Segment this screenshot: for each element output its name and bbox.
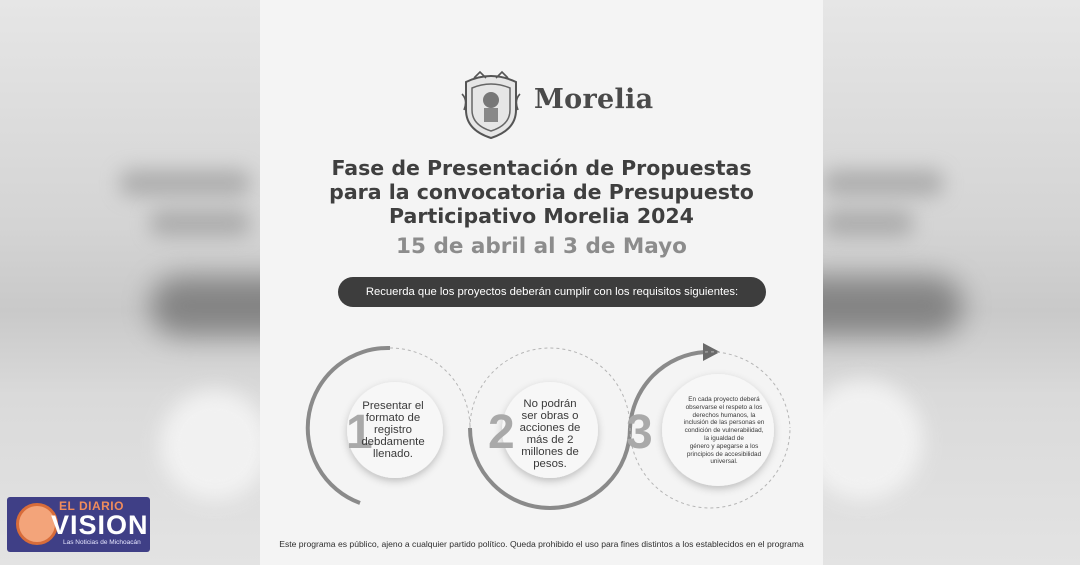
requirements-banner: Recuerda que los proyectos deberán cumplir con los requisitos siguientes:	[338, 277, 766, 307]
legal-footer: Este programa es público, ajeno a cualquier partido político. Queda prohibido el uso para fines distintos a los establecidos en el programa	[279, 539, 804, 549]
step-line: universal.	[710, 458, 738, 466]
blurred-title-shape	[150, 210, 250, 236]
step-line: En cada proyecto deberá	[688, 396, 760, 403]
watermark-main-text: VISION	[51, 510, 149, 540]
step-3-text	[660, 396, 788, 466]
date-range: 15 de abril al 3 de Mayo	[396, 234, 687, 259]
step-line: observarse el respeto a los	[685, 403, 763, 411]
morelia-logo	[460, 70, 654, 140]
requirements-diagram	[300, 338, 800, 518]
step-line: llenado.	[373, 448, 413, 460]
title-line: para la convocatoria de Presupuesto	[329, 180, 754, 204]
blurred-banner-shape	[823, 276, 963, 336]
step-line: registro	[374, 424, 412, 436]
blurred-backdrop-left	[0, 0, 260, 565]
step-line: formato de	[365, 412, 421, 424]
blurred-title-shape	[823, 170, 943, 196]
step-line: la igualdad de	[704, 434, 744, 442]
step-line: acciones de	[519, 422, 581, 434]
blurred-circle-shape	[160, 390, 260, 500]
step-line: debdamente	[361, 436, 425, 448]
title-line: Fase de Presentación de Propuestas	[331, 156, 752, 180]
step-line: principios de accesibilidad	[686, 450, 762, 458]
step-line: ser obras o	[521, 410, 579, 422]
step-line: condición de vulnerabilidad,	[684, 427, 764, 435]
blurred-title-shape	[823, 210, 913, 236]
step-2-text	[512, 398, 588, 470]
el-diario-vision-watermark	[7, 497, 150, 552]
step-line: pesos.	[533, 458, 567, 470]
step-line: más de 2	[526, 434, 574, 446]
poster	[260, 0, 823, 565]
step-line: inclusión de las personas en	[683, 419, 765, 427]
step-line: derechos humanos, la	[692, 411, 756, 419]
title-line: Participativo Morelia 2024	[389, 204, 694, 228]
blurred-circle-shape	[823, 380, 923, 500]
step-number: 3	[626, 406, 653, 459]
step-line: No podrán	[523, 398, 577, 410]
watermark-top-text: EL DIARIO	[59, 499, 124, 513]
coat-of-arms-icon	[460, 70, 522, 140]
blurred-banner-shape	[150, 276, 260, 336]
step-line: Presentar el	[362, 400, 424, 412]
poster-title	[300, 156, 783, 228]
brand-name: Morelia	[534, 84, 654, 115]
watermark-sub-text: Las Noticias de Michoacán	[63, 539, 141, 546]
blurred-backdrop-right	[823, 0, 1080, 565]
step-number: 2	[488, 406, 515, 459]
step-1-text	[353, 400, 433, 460]
step-line: género y apegarse a los	[689, 442, 759, 450]
blurred-title-shape	[120, 170, 250, 196]
step-line: millones de	[521, 446, 579, 458]
step-number: 1	[346, 406, 373, 459]
